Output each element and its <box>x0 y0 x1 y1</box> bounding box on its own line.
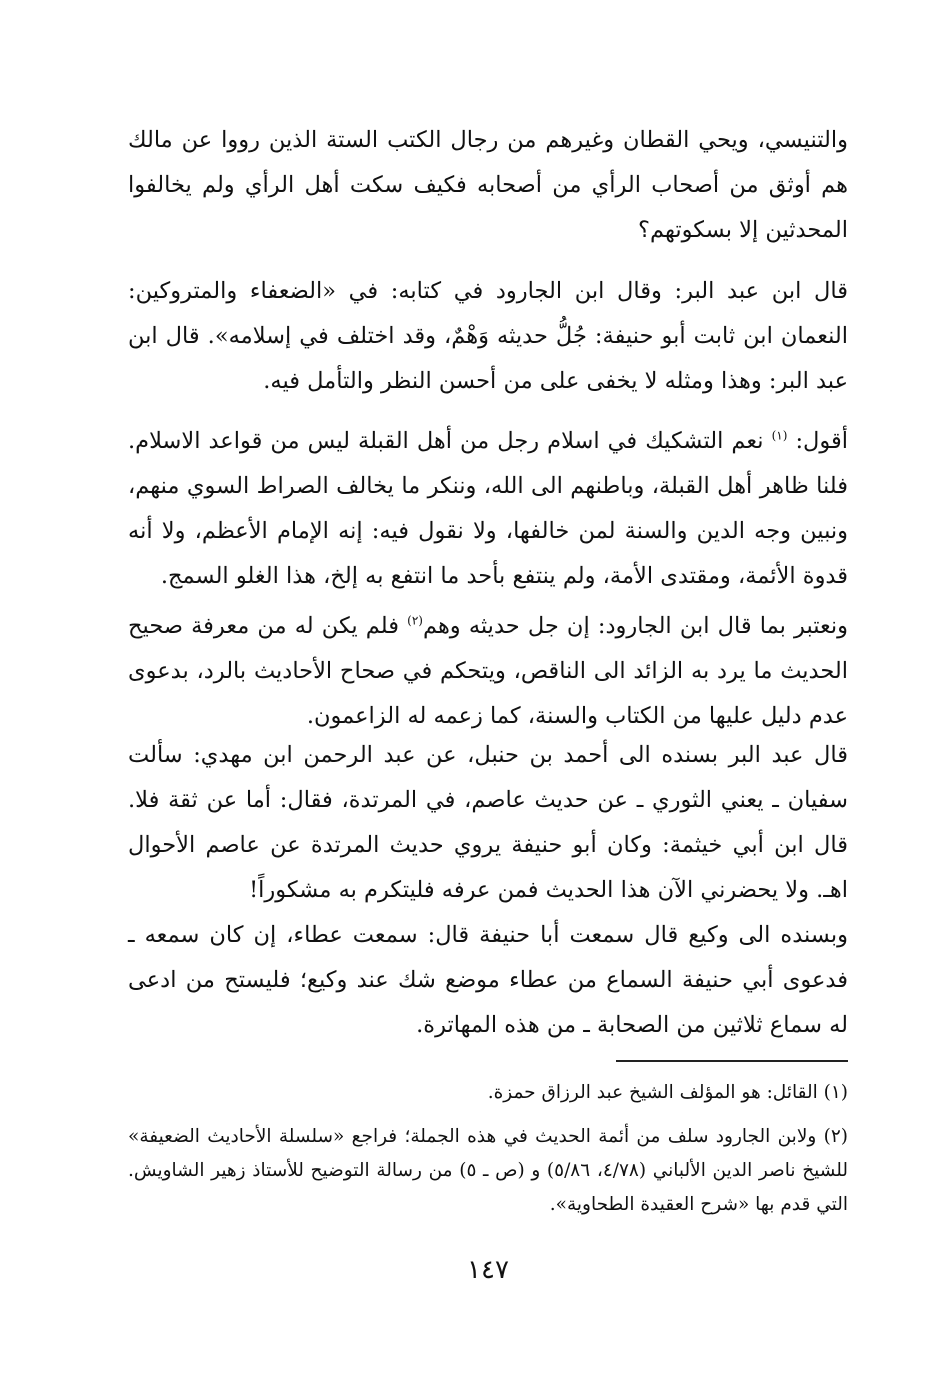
footnotes <box>128 1076 848 1232</box>
footnote-ref-1: (١) <box>771 428 788 443</box>
paragraph-3 <box>128 419 848 599</box>
footnote-1: (١) القائل: هو المؤلف الشيخ عبد الرزاق حمزة. <box>487 1082 848 1103</box>
paragraph-6: وبسنده الى وكيع قال سمعت أبا حنيفة قال: سمعت عطاء، إن كان سمعه ـ فدعوى أبي حنيفة السماع من عطاء موضع شك عند وكيع؛ فليستح من ادعى له سماع ثلاثين من الصحابة ـ من هذه المهاترة. <box>128 922 848 1038</box>
page-number: ١٤٧ <box>467 1255 509 1285</box>
paragraph-1: والتنيسي، ويحي القطان وغيرهم من رجال الكتب الستة الذين رووا عن مالك هم أوثق من أصحاب الرأي من أصحابه فكيف سكت أهل الرأي ولم يخالفوا المحدثين إلا بسكوتهم؟ <box>128 127 848 243</box>
paragraph-2: قال ابن عبد البر: وقال ابن الجارود في كتابه: في «الضعفاء والمتروكين: النعمان ابن ثابت أبو حنيفة: جُلُّ حديثه وَهْمٌ، وقد اختلف في إسلامه». قال ابن عبد البر: وهذا ومثله لا يخفى على من أحسن النظر والتأمل فيه. <box>128 278 848 394</box>
paragraph-4-lead: ونعتبر بما قال ابن الجارود: إن جل حديثه وهم <box>422 613 849 639</box>
paragraph-3-body: نعم التشكيك في اسلام رجل من أهل القبلة ليس من قواعد الاسلام. فلنا ظاهر أهل القبلة، وباطنهم الى الله، وننكر ما يخالف الصراط السوي منهم، ونبين وجه الدين والسنة لمن خالفها، ولا نقول فيه: إنه الإمام الأعظم، ولا أنه قدوة الأئمة، ومقتدى الأمة، ولم ينتفع بأحد ما انتفع به إلخ، هذا الغلو السمج. <box>128 428 848 589</box>
footnote-2: (٢) ولابن الجارود سلف من أئمة الحديث في هذه الجملة؛ فراجع «سلسلة الأحاديث الضعيفة» للشيخ ناصر الدين الألباني (٤/٧٨، ٥/٨٦) و (ص ـ ٥) من رسالة التوضيح للأستاذ زهير الشاويش. التي قدم بها «شرح العقيدة الطحاوية». <box>128 1126 848 1215</box>
footnote-divider <box>616 1060 848 1062</box>
paragraph-4-body: فلم يكن له من معرفة صحيح الحديث ما يرد به الزائد الى الناقص، ويتحكم في صحاح الأحاديث بالرد، بدعوى عدم دليل عليها من الكتاب والسنة، كما زعمه له الزاعمون. <box>128 613 848 729</box>
paragraph-4 <box>128 604 848 739</box>
paragraph-5: قال عبد البر بسنده الى أحمد بن حنبل، عن عبد الرحمن ابن مهدي: سألت سفيان ـ يعني الثوري ـ عن حديث عاصم، في المرتدة، فقال: أما عن ثقة فلا. قال ابن أبي خيثمة: وكان أبو حنيفة يروي حديث المرتدة عن عاصم الأحوال اهـ. ولا يحضرني الآن هذا الحديث فمن عرفه فليتكرم به مشكوراً! <box>128 742 848 903</box>
paragraph-3-lead: أقول: <box>795 428 849 454</box>
footnote-ref-2: (٢) <box>407 613 423 628</box>
